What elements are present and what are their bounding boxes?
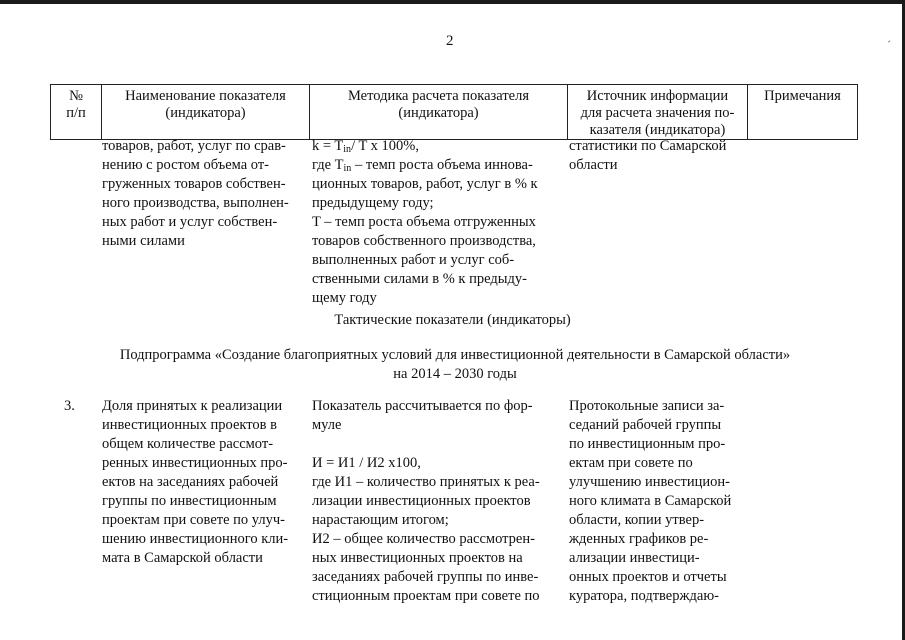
text-line: ных работ и услуг собствен-: [102, 214, 278, 230]
text-line: статистики по Самарской: [569, 138, 727, 154]
text-line: мата в Самарской области: [102, 550, 263, 566]
text-line: заседаниях рабочей группы по инве-: [312, 569, 539, 585]
header-name-line: (индикатора): [165, 105, 246, 121]
header-notes: [747, 84, 858, 140]
text-line: нарастающим итогом;: [312, 512, 449, 528]
blank-line: [312, 435, 558, 454]
text-subscript: in: [343, 163, 352, 174]
formula-k: [312, 137, 558, 156]
text-line: ектов на заседаниях рабочей: [102, 474, 279, 490]
formula-part: / T x 100%,: [351, 138, 420, 154]
subprogram-line: Подпрограмма «Создание благоприятных условий для инвестиционной деятельности в Самарской области»: [119, 347, 791, 363]
text-line: Протокольные записи за-: [569, 398, 725, 414]
text-line: товаров собственного производства,: [312, 233, 536, 249]
text-line: инвестиционных проектов в: [102, 417, 277, 433]
header-source-line: для расчета значения по-: [580, 105, 735, 121]
text-line: проектам при совете по улуч-: [102, 512, 286, 528]
text-line: ными силами: [102, 233, 185, 249]
header-name-line: Наименование показателя: [125, 88, 286, 104]
text-line: груженных товаров собствен-: [102, 176, 286, 192]
header-source: [567, 84, 748, 140]
text-line: нению с ростом объема от-: [102, 157, 270, 173]
header-method-line: (индикатора): [398, 105, 479, 121]
row3-method: [312, 397, 558, 606]
row3-name: [102, 397, 302, 568]
scan-top-border: [0, 0, 905, 4]
text-line: жденных графиков ре-: [569, 531, 709, 547]
text-line: группы по инвестиционным: [102, 493, 277, 509]
text-line: куратора, подтверждаю-: [569, 588, 719, 604]
header-num-line: п/п: [66, 105, 86, 121]
subprogram-line: на 2014 – 2030 годы: [393, 366, 517, 382]
row3-source: [569, 397, 741, 606]
text-line: ционных товаров, работ, услуг в % к: [312, 176, 538, 192]
text-line: стиционным проектам при совете по: [312, 588, 540, 604]
text-line: Показатель рассчитывается по фор-: [312, 398, 533, 414]
header-num: [50, 84, 102, 140]
text-line: предыдущему году;: [312, 195, 434, 211]
text-line: общем количестве рассмот-: [102, 436, 274, 452]
text-line: шению инвестиционного кли-: [102, 531, 289, 547]
text-line: ренных инвестиционных про-: [102, 455, 288, 471]
text-line: T – темп роста объема отгруженных: [312, 214, 536, 230]
row-cont-source: [569, 137, 741, 175]
formula-i: И = И1 / И2 x100,: [312, 455, 421, 471]
page-number: 2: [446, 33, 454, 49]
text-line: ного производства, выполнен-: [102, 195, 289, 211]
text-line: И2 – общее количество рассмотрен-: [312, 531, 535, 547]
text-line: Доля принятых к реализации: [102, 398, 283, 414]
text-line: ализации инвестици-: [569, 550, 700, 566]
header-source-line: казателя (индикатора): [589, 122, 726, 138]
text-line: онных проектов и отчеты: [569, 569, 727, 585]
text-line: ственными силами в % к предыду-: [312, 271, 527, 287]
header-num-line: №: [69, 88, 83, 104]
text-line: выполненных работ и услуг соб-: [312, 252, 515, 268]
text-line: ного климата в Самарской: [569, 493, 732, 509]
header-source-line: Источник информации: [586, 88, 729, 104]
header-method-line: Методика расчета показателя: [347, 88, 529, 104]
row3-num: 3.: [64, 398, 75, 414]
text-line: где И1 – количество принятых к реа-: [312, 474, 540, 490]
text-line: по инвестиционным про-: [569, 436, 726, 452]
text-line: области, копии утвер-: [569, 512, 705, 528]
formula-part: k = T: [312, 138, 344, 154]
text-line: седаний рабочей группы: [569, 417, 722, 433]
text-line: [312, 156, 558, 175]
table-header: [50, 84, 858, 140]
text-line: улучшению инвестицион-: [569, 474, 730, 490]
scan-speck: ´: [887, 38, 891, 52]
header-name: [101, 84, 310, 140]
text-part: – темп роста объема иннова-: [351, 157, 533, 173]
text-line: ных инвестиционных проектов на: [312, 550, 523, 566]
tactical-heading: Тактические показатели (индикаторы): [334, 312, 571, 328]
text-line: товаров, работ, услуг по срав-: [102, 138, 286, 154]
header-notes-line: Примечания: [764, 88, 841, 104]
text-part: где T: [312, 157, 344, 173]
text-line: лизации инвестиционных проектов: [312, 493, 531, 509]
text-line: щему году: [312, 290, 377, 306]
header-method: [309, 84, 568, 140]
formula-subscript: in: [343, 144, 352, 155]
subprogram-heading: [60, 346, 850, 384]
row-cont-name: [102, 137, 302, 251]
text-line: ектам при совете по: [569, 455, 693, 471]
text-line: муле: [312, 417, 342, 433]
text-line: области: [569, 157, 618, 173]
row-cont-method: [312, 137, 558, 308]
